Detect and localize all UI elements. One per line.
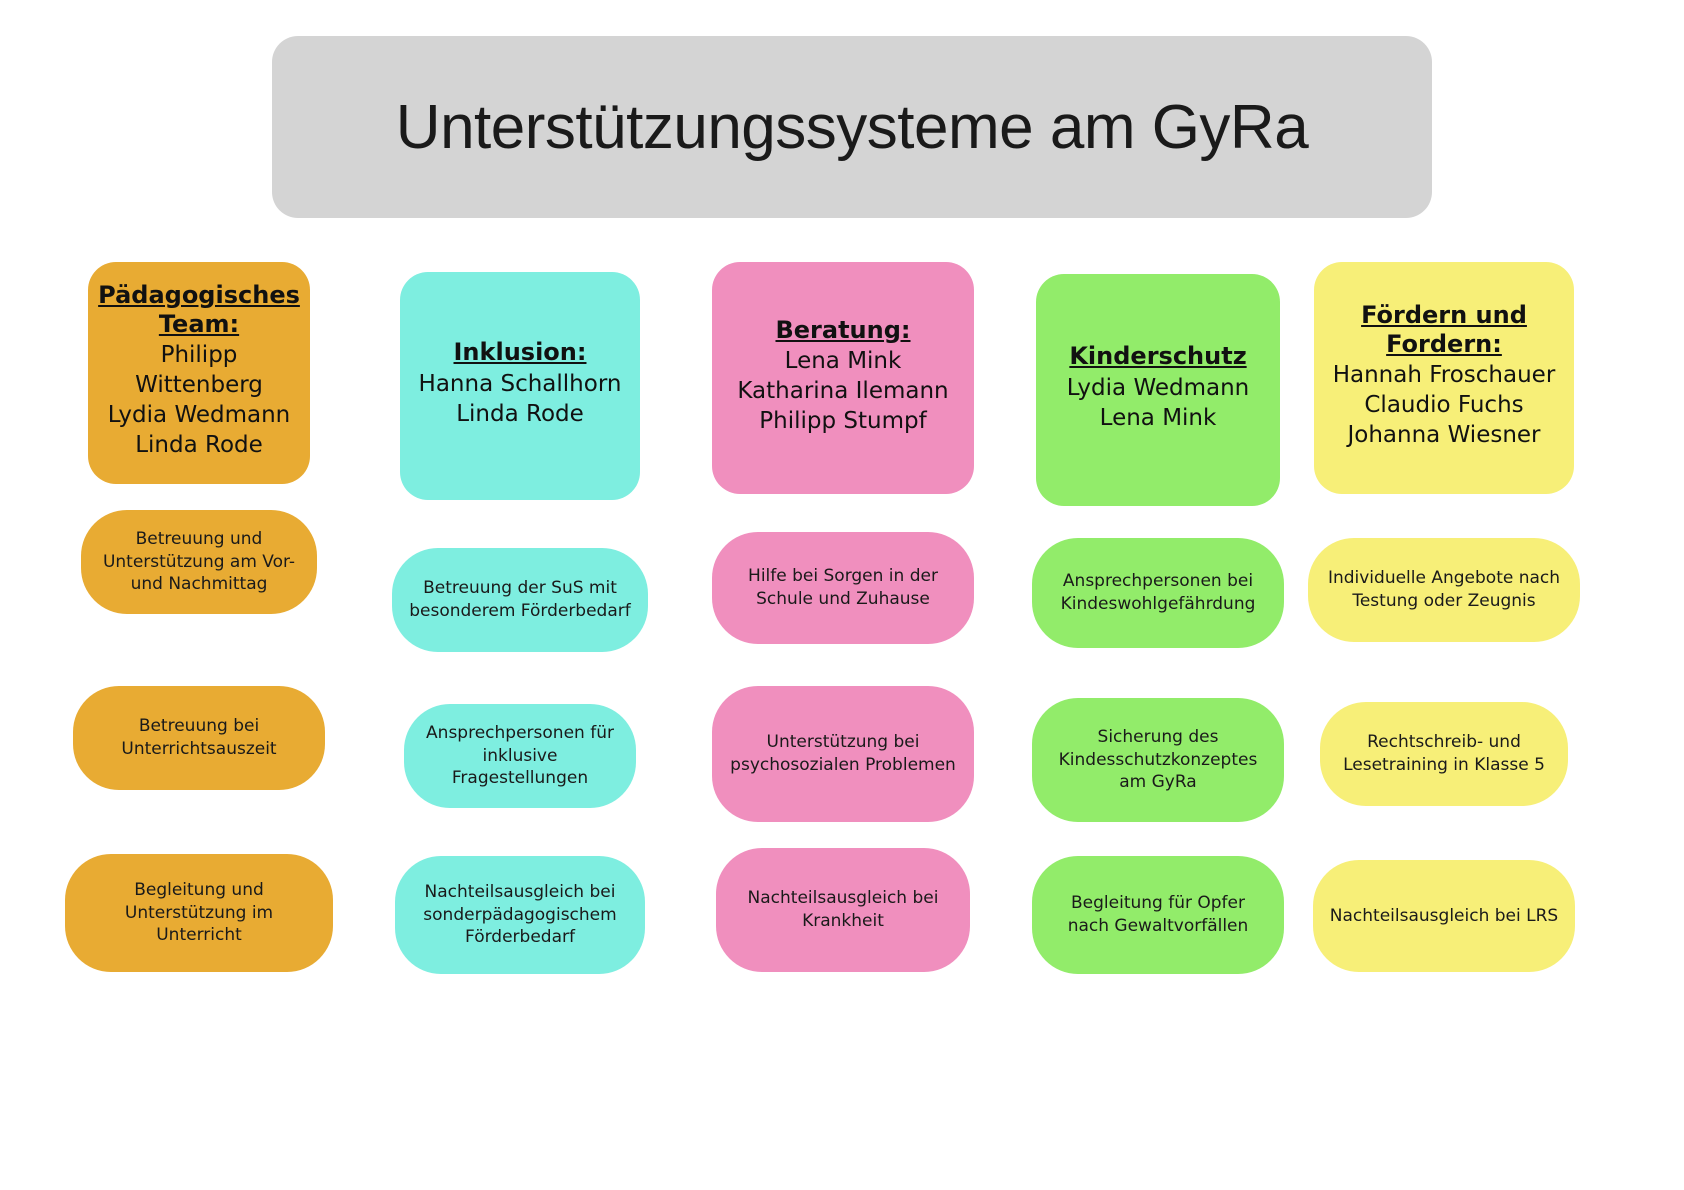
item-label: Nachteilsausgleich bei sonderpädagogischem Förderbedarf xyxy=(423,881,617,948)
item-pill xyxy=(712,686,974,822)
item-label: Rechtschreib- und Lesetraining in Klasse 5 xyxy=(1343,732,1545,775)
item-pill xyxy=(1313,860,1575,972)
title-banner xyxy=(272,36,1432,218)
column-header-title: Beratung: xyxy=(775,315,911,344)
item-label: Individuelle Angebote nach Testung oder Zeugnis xyxy=(1327,568,1561,611)
column-header-names: Lena Mink Katharina Ilemann Philipp Stumpf xyxy=(737,347,949,434)
column-header-card xyxy=(1036,274,1280,506)
item-pill xyxy=(1032,538,1284,648)
item-label: Begleitung und Unterstützung im Unterricht xyxy=(124,879,274,946)
item-pill xyxy=(395,856,645,974)
item-pill xyxy=(1320,702,1568,806)
column-header-card xyxy=(1314,262,1574,494)
item-pill xyxy=(1032,698,1284,822)
item-label: Nachteilsausgleich bei Krankheit xyxy=(747,888,939,931)
column-container xyxy=(0,262,1684,1062)
column-header-title: Fördern und Fordern: xyxy=(1361,300,1527,359)
item-pill xyxy=(65,854,333,972)
item-label: Ansprechpersonen für inklusive Fragestellungen xyxy=(426,722,614,789)
item-label: Ansprechpersonen bei Kindeswohlgefährdung xyxy=(1060,571,1256,614)
item-label: Betreuung bei Unterrichtsauszeit xyxy=(121,716,277,759)
item-pill xyxy=(1032,856,1284,974)
item-label: Unterstützung bei psychosozialen Problemen xyxy=(730,732,956,775)
item-label: Hilfe bei Sorgen in der Schule und Zuhause xyxy=(748,566,938,609)
item-pill xyxy=(1308,538,1580,642)
item-label: Betreuung und Unterstützung am Vor- und Nachmittag xyxy=(102,528,296,595)
item-pill xyxy=(81,510,317,614)
column-header-card xyxy=(88,262,310,484)
column-header-title: Kinderschutz xyxy=(1069,342,1247,371)
column-header-names: Hanna Schallhorn Linda Rode xyxy=(418,370,622,427)
column-header-card xyxy=(712,262,974,494)
item-pill xyxy=(716,848,970,972)
page-title: Unterstützungssysteme am GyRa xyxy=(395,92,1309,162)
item-label: Betreuung der SuS mit besonderem Förderbedarf xyxy=(409,578,631,621)
column-header-names: Hannah Froschauer Claudio Fuchs Johanna Wiesner xyxy=(1332,362,1556,449)
column-header-names: Philipp Wittenberg Lydia Wedmann Linda Rode xyxy=(107,342,291,459)
column-header-names: Lydia Wedmann Lena Mink xyxy=(1066,374,1250,431)
column-header-title: Inklusion: xyxy=(453,338,587,367)
item-pill xyxy=(712,532,974,644)
item-label: Begleitung für Opfer nach Gewaltvorfällen xyxy=(1067,893,1249,936)
item-label: Sicherung des Kindesschutzkonzeptes am GyRa xyxy=(1058,726,1258,793)
item-pill xyxy=(404,704,636,808)
column-header-card xyxy=(400,272,640,500)
item-label: Nachteilsausgleich bei LRS xyxy=(1329,905,1559,926)
item-pill xyxy=(392,548,648,652)
item-pill xyxy=(73,686,325,790)
column-header-title: Pädagogisches Team: xyxy=(98,280,300,339)
